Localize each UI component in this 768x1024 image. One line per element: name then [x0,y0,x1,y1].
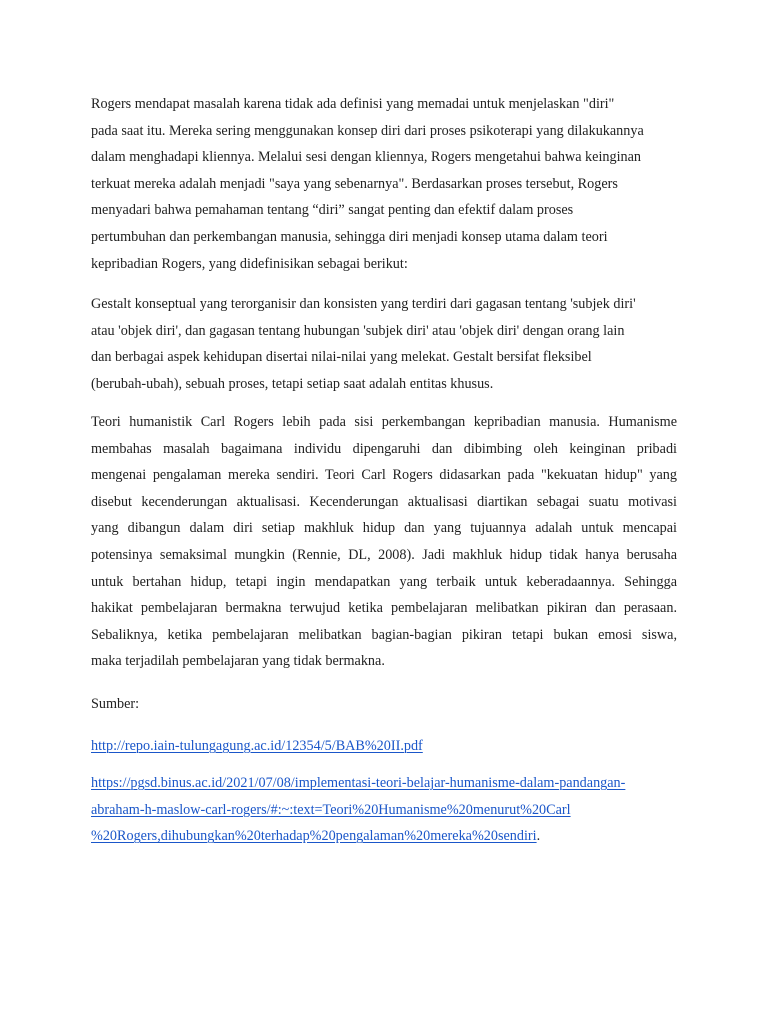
source-item-2 [91,770,677,850]
paragraph-line: dan berbagai aspek kehidupan disertai nilai-nilai yang melekat. Gestalt bersifat fleksibel [91,349,592,366]
paragraph-line: Gestalt konseptual yang terorganisir dan konsisten yang terdiri dari gagasan tentang 'subjek diri' [91,296,636,312]
paragraph-line: (berubah-ubah), sebuah proses, tetapi setiap saat adalah entitas khusus. [91,375,494,392]
sources-label: Sumber: [91,696,140,712]
source-link-binus-line[interactable]: abraham-h-maslow-carl-rogers/#:~:text=Teori%20Humanisme%20menurut%20Carl [91,801,571,818]
paragraph-line: menyadari bahwa pemahaman tentang “diri” sangat penting dan efektif dalam proses [91,202,574,219]
paragraph-line: maka terjadilah pembelajaran yang tidak bermakna. [91,653,385,670]
paragraph-line: yang dibangun dalam diri setiap makhluk hidup dan yang tujuannya adalah untuk mencapai [91,520,677,537]
source-link-binus-last-line [91,823,677,850]
paragraph-line: hakikat pembelajaran bermakna terwujud ketika pembelajaran melibatkan pikiran dan perasaan. [91,600,677,617]
paragraph-self-definition [91,291,677,397]
paragraph-line: Sebaliknya, ketika pembelajaran melibatkan bagian-bagian pikiran tetapi bukan emosi siswa, [91,626,677,643]
paragraph-line: atau 'objek diri', dan gagasan tentang hubungan 'subjek diri' atau 'objek diri' dengan orang lain [91,322,625,339]
source-item-1 [91,733,677,760]
paragraph-line: kepribadian Rogers, yang didefinisikan sebagai berikut: [91,255,408,272]
paragraph-line: pada saat itu. Mereka sering menggunakan konsep diri dari proses psikoterapi yang dilakukannya [91,122,644,139]
paragraph-humanistic-theory [91,409,677,675]
paragraph-line: disebut kecenderungan aktualisasi. Kecenderungan aktualisasi diartikan sebagai suatu motivasi [91,493,677,510]
trailing-period: . [536,828,541,845]
source-link-binus-line[interactable]: https://pgsd.binus.ac.id/2021/07/08/implementasi-teori-belajar-humanisme-dalam-pandangan- [91,775,626,791]
paragraph-line: mengenai pengalaman mereka sendiri. Teori Carl Rogers didasarkan pada "kekuatan hidup" yang [91,467,677,484]
paragraph-line: Teori humanistik Carl Rogers lebih pada sisi perkembangan kepribadian manusia. Humanisme [91,414,677,430]
source-link-repo[interactable]: http://repo.iain-tulungagung.ac.id/12354/5/BAB%20II.pdf [91,738,423,754]
paragraph-line: pertumbuhan dan perkembangan manusia, sehingga diri menjadi konsep utama dalam teori [91,228,608,245]
paragraph-line: potensinya semaksimal mungkin (Rennie, DL, 2008). Jadi makhluk hidup tidak hanya berusaha [91,546,677,563]
paragraph-line: terkuat mereka adalah menjadi "saya yang sebenarnya". Berdasarkan proses tersebut, Rogers [91,175,618,192]
paragraph-line: membahas masalah bagaimana individu dipengaruhi dan dibimbing oleh keinginan pribadi [91,440,677,457]
paragraph-line: Rogers mendapat masalah karena tidak ada definisi yang memadai untuk menjelaskan "diri" [91,96,615,112]
paragraph-line: untuk bertahan hidup, tetapi ingin mendapatkan yang terbaik untuk keberadaannya. Sehingga [91,573,677,590]
paragraph-line: dalam menghadapi kliennya. Melalui sesi dengan kliennya, Rogers mengetahui bahwa keinginan [91,149,642,166]
source-link-binus-line[interactable]: %20Rogers,dihubungkan%20terhadap%20pengalaman%20mereka%20sendiri [91,828,537,845]
paragraph-rogers-intro [91,91,677,277]
